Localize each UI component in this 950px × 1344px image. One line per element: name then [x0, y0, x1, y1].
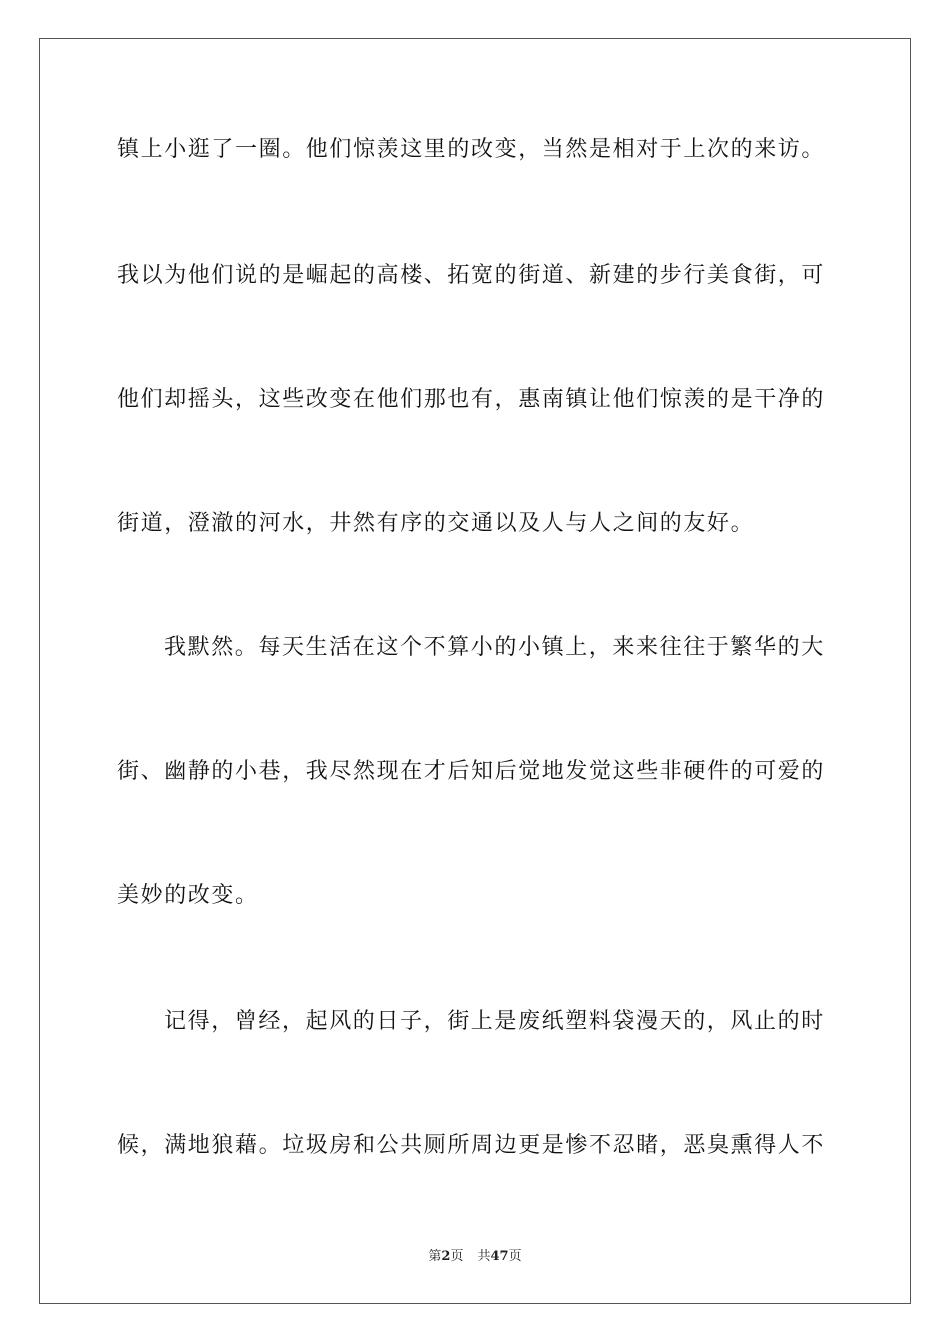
text-line-8: 记得，曾经，起风的日子，街上是废纸塑料袋漫天的，风止的时 — [164, 1009, 825, 1034]
footer-page-suffix: 页 — [450, 1249, 464, 1264]
footer-page-number: 2 — [441, 1249, 451, 1264]
text-line-6: 街、幽静的小巷，我尽然现在才后知后觉地发觉这些非硬件的可爱的 — [117, 759, 826, 784]
footer-total-suffix: 页 — [508, 1249, 522, 1264]
text-line-7: 美妙的改变。 — [117, 883, 259, 908]
text-line-5: 我默然。每天生活在这个不算小的小镇上，来来往往于繁华的大 — [164, 635, 825, 660]
footer-page-prefix: 第 — [428, 1249, 442, 1264]
footer-total-pages: 47 — [490, 1249, 509, 1264]
page-footer — [0, 1248, 950, 1266]
text-line-9: 候，满地狼藉。垃圾房和公共厕所周边更是惨不忍睹，恶臭熏得人不 — [117, 1133, 826, 1158]
text-line-2: 我以为他们说的是崛起的高楼、拓宽的街道、新建的步行美食街，可 — [117, 263, 826, 288]
footer-total-prefix: 共 — [477, 1249, 491, 1264]
text-line-4: 街道，澄澈的河水，井然有序的交通以及人与人之间的友好。 — [117, 511, 755, 536]
text-line-3: 他们却摇头，这些改变在他们那也有，惠南镇让他们惊羡的是干净的 — [117, 387, 826, 412]
page-frame — [39, 38, 911, 1304]
text-line-1: 镇上小逛了一圈。他们惊羡这里的改变，当然是相对于上次的来访。 — [117, 137, 826, 162]
